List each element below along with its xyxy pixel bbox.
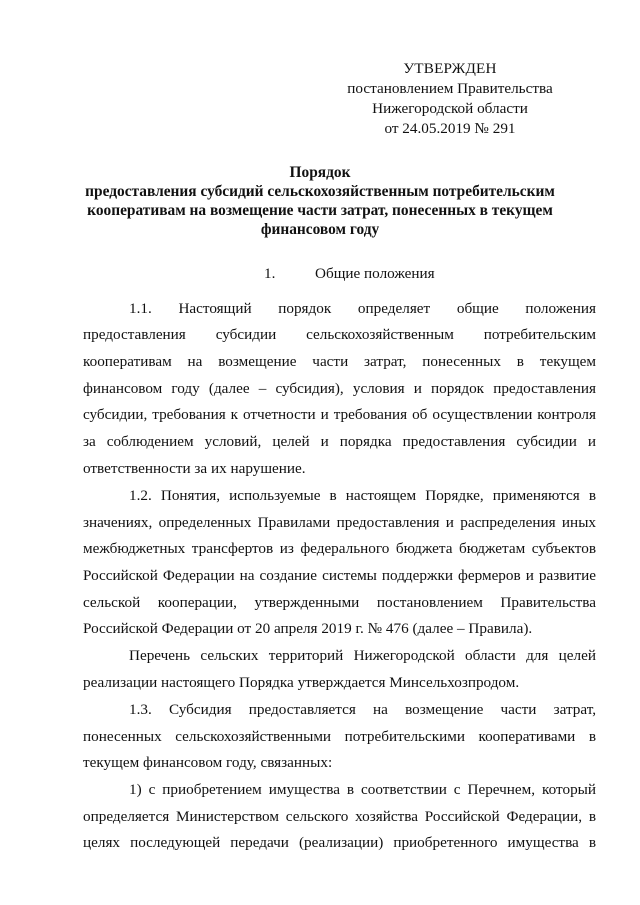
body-line: Перечень сельских территорий Нижегородской области для целей	[129, 647, 596, 664]
body-line: 1.2. Понятия, используемые в настоящем Порядке, применяются в	[129, 487, 596, 504]
body-line: 1.3. Субсидия предоставляется на возмещение части затрат,	[129, 701, 596, 718]
body-line: ответственности за их нарушение.	[83, 460, 306, 477]
body-line: текущем финансовом году, связанных:	[83, 754, 333, 771]
section-title: Общие положения	[315, 265, 435, 282]
body-line: Российской Федерации от 20 апреля 2019 г. № 476 (далее – Правила).	[83, 620, 533, 637]
document-title-line-2: предоставления субсидий сельскохозяйственным потребительским	[85, 183, 555, 200]
section-number: 1.	[264, 265, 276, 282]
body-line: значениях, определенных Правилами предоставления и распределения иных	[83, 514, 596, 531]
document-title: Порядок	[289, 164, 351, 181]
body-line: финансовом году (далее – субсидия), условия и порядок предоставления	[83, 380, 596, 397]
body-line: межбюджетных трансфертов из федерального бюджета бюджетам субъектов	[83, 540, 596, 557]
body-line: определяется Министерством сельского хозяйства Российской Федерации, в	[83, 808, 596, 825]
document-title-line-4: финансовом году	[260, 221, 380, 238]
approval-line-2: Нижегородской области	[372, 100, 528, 117]
approval-line-1: постановлением Правительства	[347, 80, 553, 97]
body-line: сельской кооперации, утвержденными постановлением Правительства	[83, 594, 596, 611]
body-line: за соблюдением условий, целей и порядка предоставления субсидии и	[83, 433, 596, 450]
body-line: предоставления субсидии сельскохозяйственным потребительским	[83, 326, 596, 343]
body-line: субсидии, требования к отчетности и требования об осуществлении контроля	[83, 406, 596, 423]
approval-heading: УТВЕРЖДЕН	[403, 60, 497, 77]
approval-line-3: от 24.05.2019 № 291	[384, 120, 516, 137]
body-line: 1.1. Настоящий порядок определяет общие положения	[129, 300, 596, 317]
body-line: целях последующей передачи (реализации) приобретенного имущества в	[83, 834, 596, 851]
body-line: реализации настоящего Порядка утверждается Минсельхозпродом.	[83, 674, 520, 691]
document-title-line-3: кооперативам на возмещение части затрат, понесенных в текущем	[87, 202, 553, 219]
body-line: Российской Федерации на создание системы поддержки фермеров и развитие	[83, 567, 596, 584]
body-line: 1) с приобретением имущества в соответствии с Перечнем, который	[129, 781, 596, 798]
body-line: понесенных сельскохозяйственными потребительскими кооперативами в	[83, 728, 596, 745]
body-line: кооперативам на возмещение части затрат, понесенных в текущем	[83, 353, 596, 370]
